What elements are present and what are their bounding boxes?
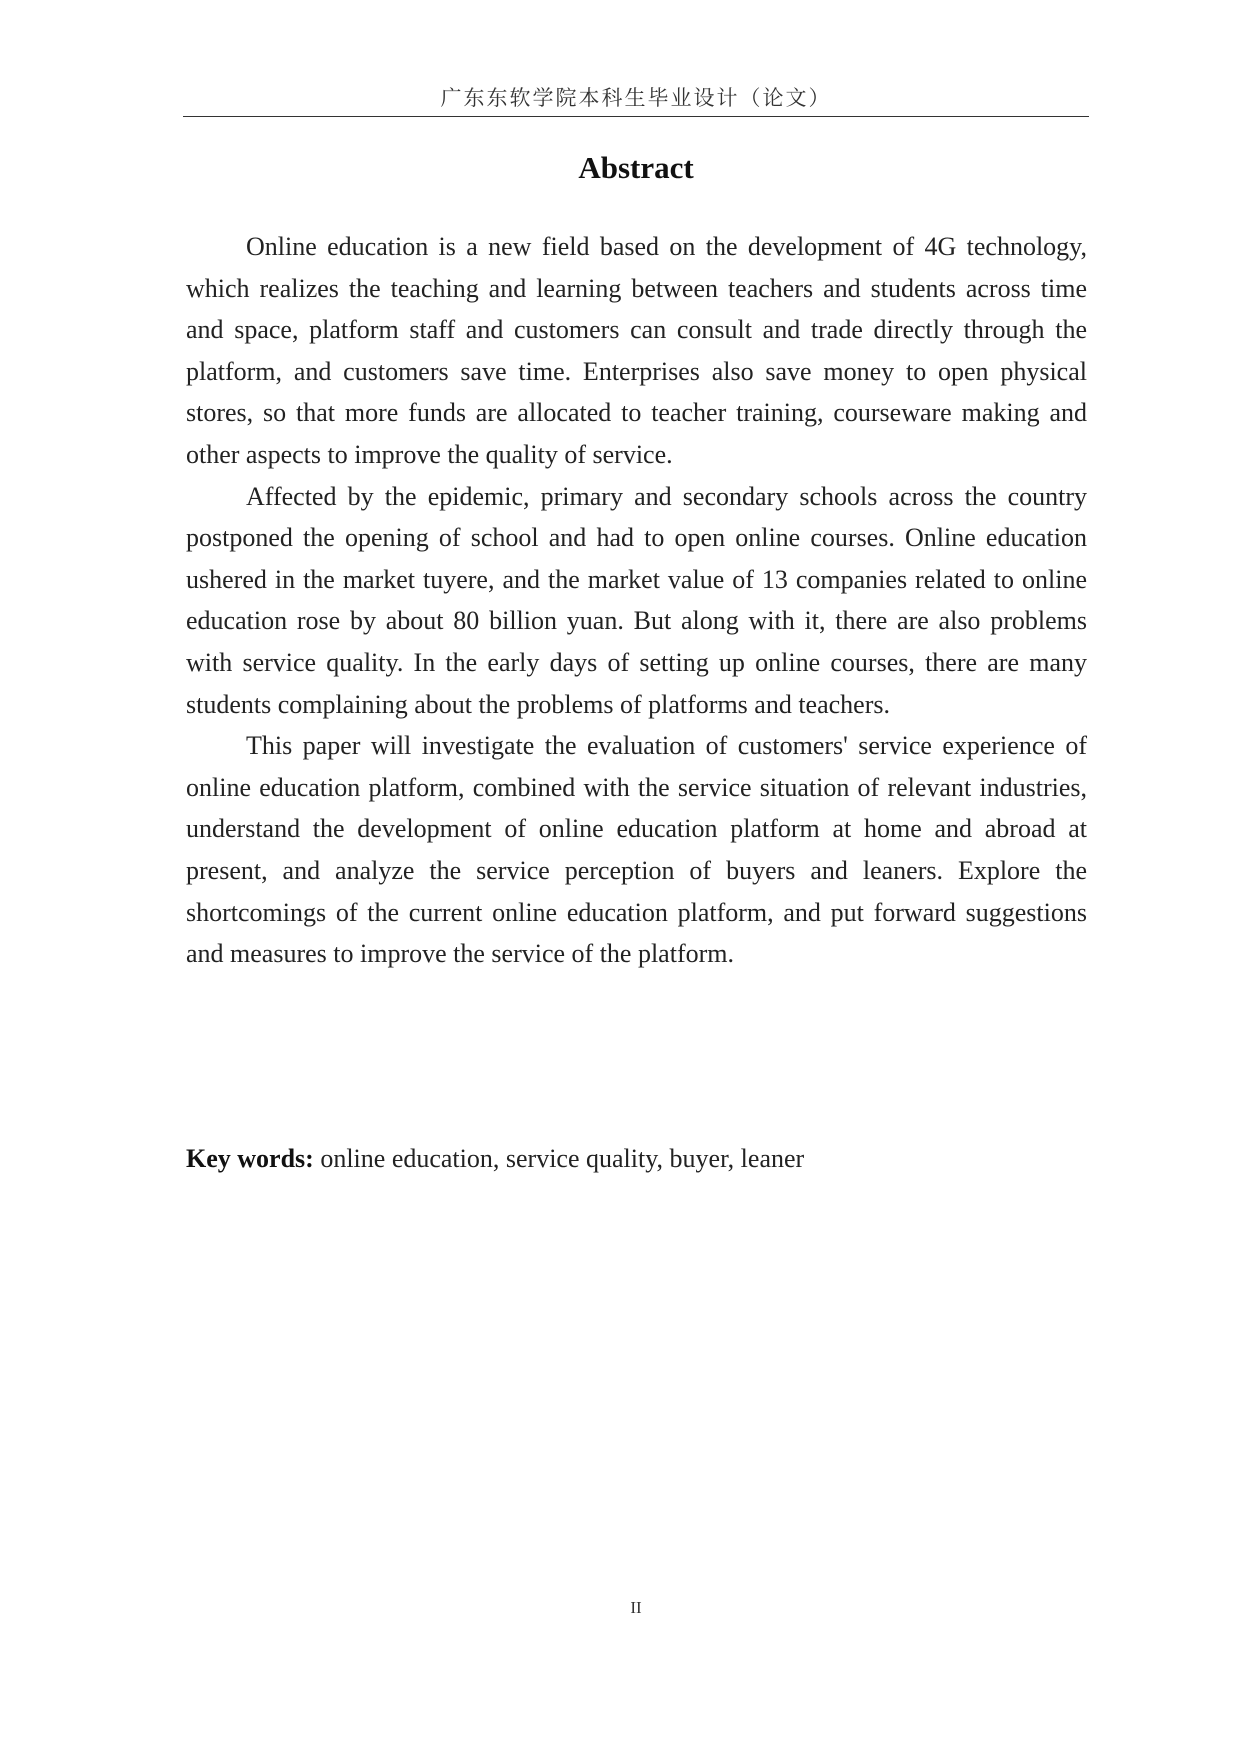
keywords-label: Key words: bbox=[186, 1144, 314, 1173]
keywords-value: online education, service quality, buyer, leaner bbox=[320, 1144, 805, 1173]
header-rule bbox=[183, 116, 1089, 117]
abstract-paragraph-3: This paper will investigate the evaluation of customers' service experience of online education platform, combined with the service situation of relevant industries, understand the development of online education platform at home and abroad at present, and analyze the service perception of buyers and leaners. Explore the shortcomings of the current online education platform, and put forward suggestions and measures to improve the service of the platform. bbox=[186, 731, 1087, 969]
keywords-line bbox=[186, 1138, 1087, 1180]
page-number: II bbox=[630, 1598, 642, 1617]
running-header: 广东东软学院本科生毕业设计（论文） bbox=[440, 86, 832, 110]
abstract-paragraph-1: Online education is a new field based on the development of 4G technology, which realizes the teaching and learning between teachers and students across time and space, platform staff and customers can consult and trade directly through the platform, and customers save time. Enterprises also save money to open physical stores, so that more funds are allocated to teacher training, courseware making and other aspects to improve the quality of service. bbox=[186, 232, 1087, 469]
abstract-paragraph-2: Affected by the epidemic, primary and secondary schools across the country postponed the opening of school and had to open online courses. Online education ushered in the market tuyere, and the market value of 13 companies related to online education rose by about 80 billion yuan. But along with it, there are also problems with service quality. In the early days of setting up online courses, there are many students complaining about the problems of platforms and teachers. bbox=[186, 481, 1087, 719]
abstract-body bbox=[186, 226, 1087, 975]
abstract-title: Abstract bbox=[578, 150, 694, 185]
